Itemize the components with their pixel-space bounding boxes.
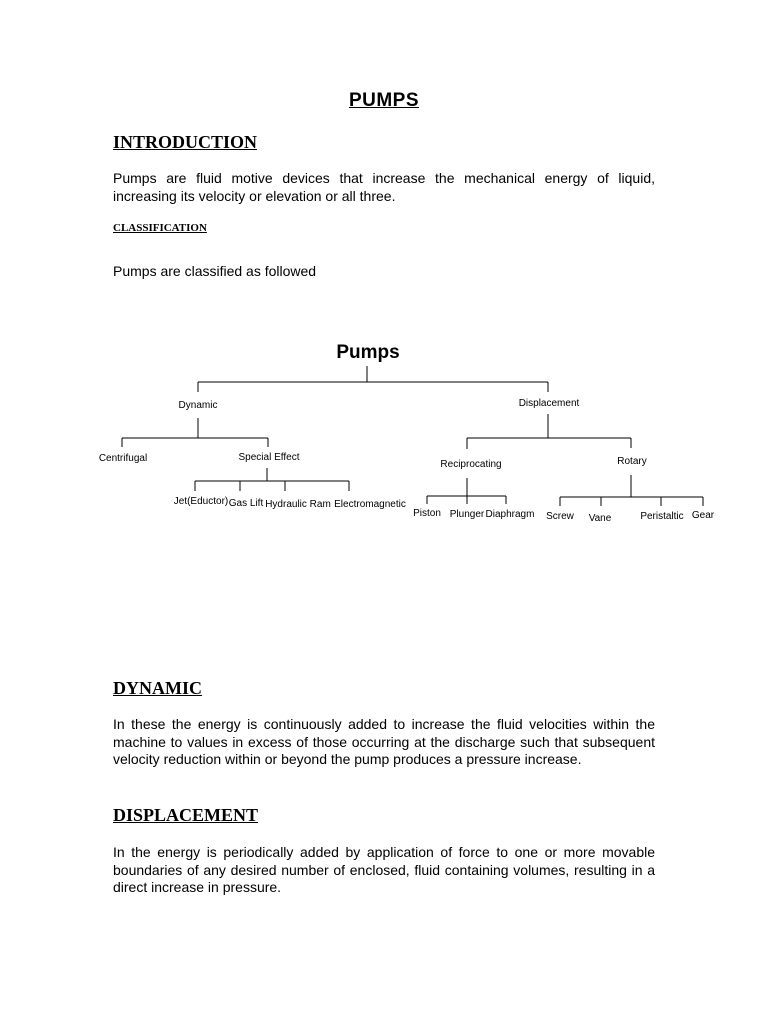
- node-hydraulic-ram: Hydraulic Ram: [265, 499, 331, 510]
- node-centrifugal: Centrifugal: [98, 453, 148, 464]
- node-diaphragm: Diaphragm: [485, 509, 535, 520]
- introduction-text: Pumps are fluid motive devices that increase the mechanical energy of liquid, increasing its velocity or elevation or all three.: [113, 170, 655, 204]
- classification-text: Pumps are classified as followed: [113, 263, 317, 279]
- node-electromagnetic: Electromagnetic: [334, 499, 406, 510]
- node-pumps: Pumps: [336, 342, 400, 363]
- node-displacement: Displacement: [518, 398, 580, 409]
- displacement-heading: DISPLACEMENT: [113, 805, 259, 825]
- dynamic-heading: DYNAMIC: [113, 678, 202, 698]
- node-screw: Screw: [546, 511, 574, 522]
- node-peristaltic: Peristaltic: [640, 511, 684, 522]
- dynamic-text: In these the energy is continuously added to increase the fluid velocities within the machine to values in excess of those occurring at the discharge such that subsequent velocity reduction within or beyond the pump produces a pressure increase.: [113, 716, 655, 767]
- node-piston: Piston: [413, 508, 441, 519]
- node-jet-eductor: Jet(Eductor): [173, 496, 229, 507]
- classification-heading: CLASSIFICATION: [113, 222, 207, 234]
- node-dynamic: Dynamic: [178, 400, 218, 411]
- node-rotary: Rotary: [617, 456, 647, 467]
- node-gear: Gear: [691, 510, 715, 521]
- pump-classification-diagram: [0, 330, 768, 540]
- node-reciprocating: Reciprocating: [440, 459, 502, 470]
- node-vane: Vane: [588, 513, 612, 524]
- displacement-text: In the energy is periodically added by application of force to one or more movable boundaries of any desired number of enclosed, fluid containing volumes, resulting in a direct increase in pressure.: [113, 844, 655, 895]
- node-gas-lift: Gas Lift: [228, 498, 264, 509]
- introduction-heading: INTRODUCTION: [113, 132, 258, 152]
- diagram-connectors: [122, 366, 703, 506]
- node-plunger: Plunger: [449, 509, 485, 520]
- page-title: PUMPS: [348, 90, 420, 111]
- node-special-effect: Special Effect: [238, 452, 300, 463]
